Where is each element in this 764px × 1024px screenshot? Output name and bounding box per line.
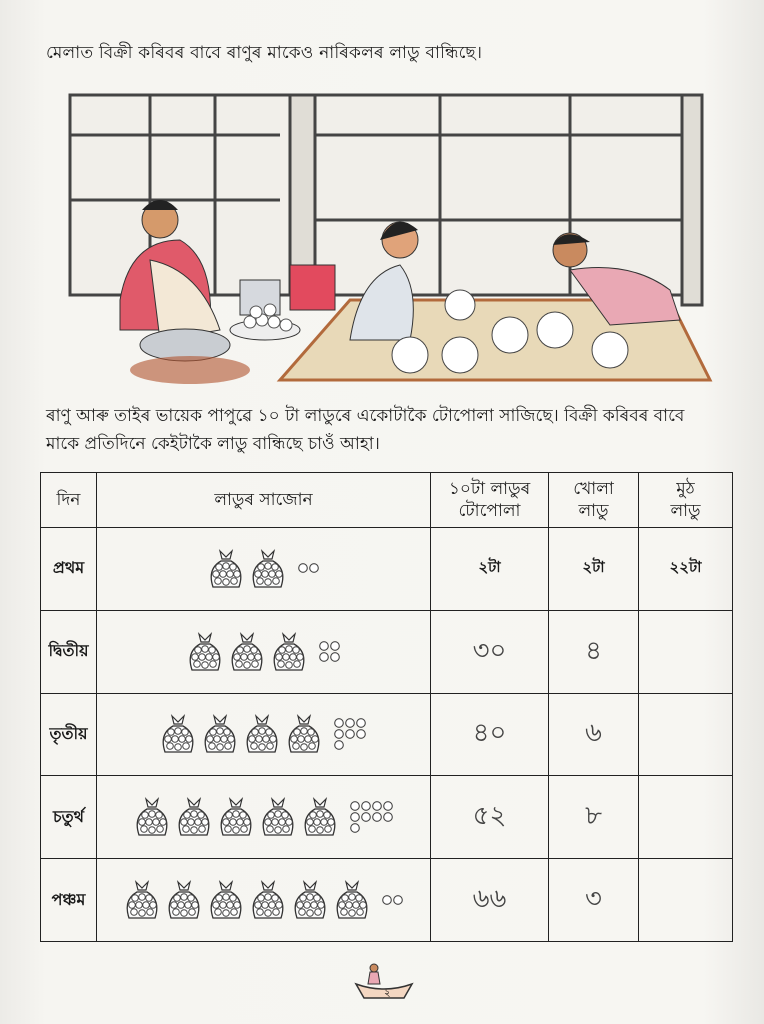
laddu-bundle-icon <box>249 878 287 922</box>
table-row <box>41 610 733 693</box>
bundle-cell: ২টা <box>431 528 549 611</box>
laddu-bundle-icon <box>186 630 224 674</box>
laddu-arrangement <box>97 776 431 859</box>
laddu-arrangement <box>97 610 431 693</box>
loose-cell: ৩ <box>549 859 639 942</box>
laddu-bundle-icon <box>285 712 323 756</box>
laddu-bundle-icon <box>259 795 297 839</box>
loose-laddu-group <box>318 640 342 664</box>
loose-laddu-group <box>349 800 395 835</box>
table-row <box>41 776 733 859</box>
page-number: ২ <box>384 988 391 999</box>
laddu-bundle-icon <box>123 878 161 922</box>
total-cell[interactable] <box>639 610 733 693</box>
laddu-bundle-icon <box>333 878 371 922</box>
laddu-bundle-icon <box>207 878 245 922</box>
laddu-arrangement <box>97 693 431 776</box>
table-row <box>41 693 733 776</box>
header-arrangement: লাডুৰ সাজোন <box>97 473 431 528</box>
header-day: দিন <box>41 473 97 528</box>
intro-text: মেলাত বিক্ৰী কৰিবৰ বাবে ৰাণুৰ মাকেও নাৰিকলৰ লাডু বান্ধিছে। <box>46 43 483 63</box>
row-day: চতুৰ্থ <box>41 776 97 859</box>
loose-laddu-group <box>381 894 405 907</box>
header-loose: খোলা লাডু <box>549 473 639 528</box>
row-day: পঞ্চম <box>41 859 97 942</box>
laddu-bundle-icon <box>270 630 308 674</box>
row-day: প্ৰথম <box>41 528 97 611</box>
laddu-bundle-icon <box>228 630 266 674</box>
laddu-bundle-icon <box>249 547 287 591</box>
question-line-2: মাকে প্ৰতিদিনে কেইটাকৈ লাডু বান্ধিছে চাওঁ আহা। <box>46 434 380 454</box>
laddu-bundle-icon <box>217 795 255 839</box>
question-text <box>46 402 736 458</box>
loose-cell: ২টা <box>549 528 639 611</box>
laddu-arrangement <box>97 528 431 611</box>
loose-cell: ৪ <box>549 610 639 693</box>
laddu-bundle-icon <box>165 878 203 922</box>
question-line-1: ৰাণু আৰু তাইৰ ভায়েক পাপুৱে ১০ টা লাডুৰে একোটাকৈ টোপোলা সাজিছে। বিক্ৰী কৰিবৰ বাবে <box>46 406 685 426</box>
bundle-cell: ৫২ <box>431 776 549 859</box>
bundle-cell: ৬৬ <box>431 859 549 942</box>
laddu-bundle-icon <box>301 795 339 839</box>
total-cell[interactable] <box>639 693 733 776</box>
kitchen-illustration <box>50 90 720 390</box>
laddu-bundle-icon <box>291 878 329 922</box>
laddu-bundle-icon <box>175 795 213 839</box>
total-cell: ২২টা <box>639 528 733 611</box>
bundle-cell: ৩০ <box>431 610 549 693</box>
row-day: দ্বিতীয় <box>41 610 97 693</box>
row-day: তৃতীয় <box>41 693 97 776</box>
table-row <box>41 528 733 611</box>
bundle-cell: ৪০ <box>431 693 549 776</box>
loose-laddu-group <box>333 717 368 752</box>
laddu-bundle-icon <box>159 712 197 756</box>
laddu-bundle-icon <box>243 712 281 756</box>
loose-laddu-group <box>297 562 321 575</box>
laddu-bundle-icon <box>201 712 239 756</box>
total-cell[interactable] <box>639 859 733 942</box>
table-row <box>41 859 733 942</box>
laddu-bundle-icon <box>133 795 171 839</box>
laddu-table <box>40 472 733 942</box>
header-total: মুঠ লাডু <box>639 473 733 528</box>
loose-cell: ৬ <box>549 693 639 776</box>
laddu-arrangement <box>97 859 431 942</box>
total-cell[interactable] <box>639 776 733 859</box>
loose-cell: ৮ <box>549 776 639 859</box>
header-row <box>41 473 733 528</box>
laddu-bundle-icon <box>207 547 245 591</box>
header-bundle: ১০টা লাডুৰ টোপোলা <box>431 473 549 528</box>
boat-icon <box>352 960 416 1004</box>
